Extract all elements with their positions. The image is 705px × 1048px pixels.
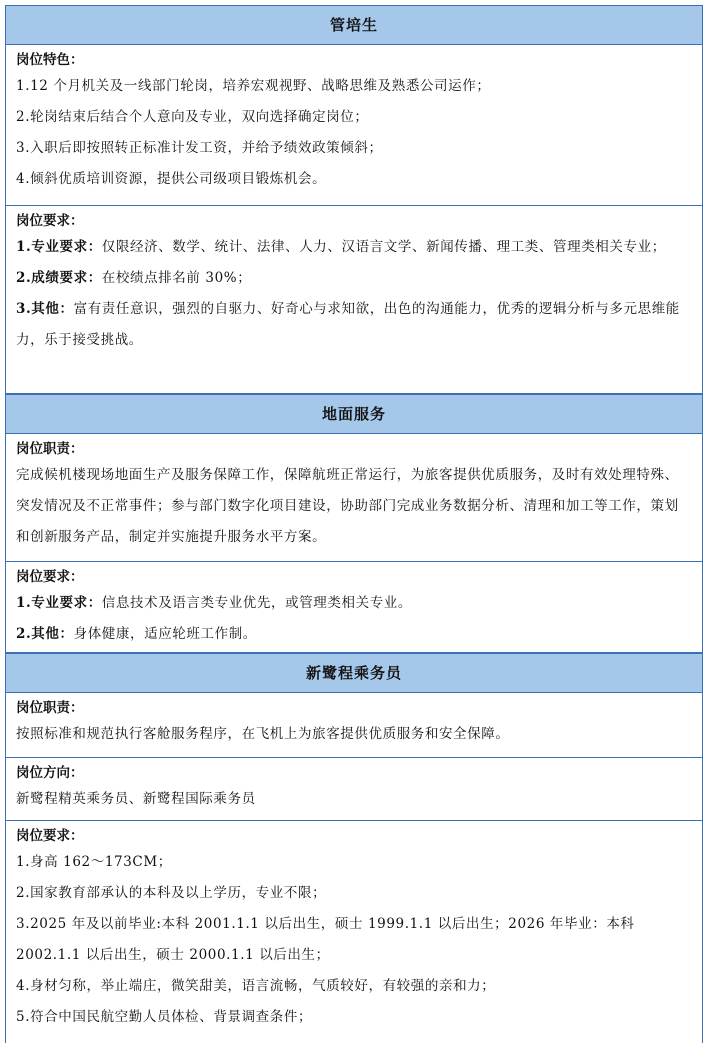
- direction-text: 新鹭程精英乘务员、新鹭程国际乘务员: [16, 791, 256, 807]
- requirement-item: [16, 619, 692, 650]
- direction-block: [6, 758, 702, 821]
- duty-label: 岗位职责：: [16, 700, 84, 716]
- requirement-key: 2.其他：: [16, 626, 74, 642]
- feature-item: 3.入职后即按照转正标准计发工资，并给予绩效政策倾斜；: [16, 140, 383, 156]
- requirements-label: 岗位要求：: [16, 213, 84, 229]
- requirement-key: 3.其他：: [16, 301, 74, 317]
- features-block: [6, 45, 702, 206]
- section-title-ground-service: 地面服务: [6, 394, 702, 434]
- requirement-item: 4.身材匀称，举止端庄，微笑甜美，语言流畅，气质较好，有较强的亲和力；: [16, 978, 496, 994]
- requirement-item: 5.符合中国民航空勤人员体检、背景调查条件；: [16, 1009, 313, 1025]
- requirement-value: 仅限经济、数学、统计、法律、人力、汉语言文学、新闻传播、理工类、管理类相关专业；: [101, 239, 666, 255]
- requirement-item: [16, 588, 692, 619]
- requirement-key: 1.专业要求：: [16, 239, 102, 255]
- features-label: 岗位特色：: [16, 52, 84, 68]
- requirement-key: 1.专业要求：: [16, 595, 102, 611]
- requirement-value: 在校绩点排名前 30%；: [101, 270, 252, 286]
- requirement-value: 信息技术及语言类专业优先，或管理类相关专业。: [101, 595, 412, 611]
- section-title-flight-attendant: 新鹭程乘务员: [6, 653, 702, 693]
- requirements-block: [6, 562, 702, 653]
- requirements-block: [6, 821, 702, 1043]
- direction-label: 岗位方向：: [16, 765, 84, 781]
- feature-item: 2.轮岗结束后结合个人意向及专业，双向选择确定岗位；: [16, 109, 369, 125]
- requirement-item: 3.2025 年及以前毕业:本科 2001.1.1 以后出生，硕士 1999.1.1 以后出生；2026 年毕业：本科 2002.1.1 以后出生，硕士 2000.1.1 以后出生；: [16, 916, 635, 963]
- requirements-block: [6, 206, 702, 394]
- requirements-label: 岗位要求：: [16, 828, 84, 844]
- requirements-label: 岗位要求：: [16, 569, 84, 585]
- duty-text: 按照标准和规范执行客舱服务程序，在飞机上为旅客提供优质服务和安全保障。: [16, 726, 510, 742]
- feature-item: 1.12 个月机关及一线部门轮岗，培养宏观视野、战略思维及熟悉公司运作；: [16, 78, 491, 94]
- section-title-management-trainee: 管培生: [6, 5, 702, 45]
- duty-block: [6, 693, 702, 758]
- requirement-item: 2.国家教育部承认的本科及以上学历，专业不限；: [16, 885, 327, 901]
- duty-label: 岗位职责：: [16, 441, 84, 457]
- requirement-item: [16, 294, 692, 356]
- requirement-item: [16, 232, 692, 263]
- duty-text: 完成候机楼现场地面生产及服务保障工作，保障航班正常运行，为旅客提供优质服务，及时有效处理特殊、突发情况及不正常事件；参与部门数字化项目建设，协助部门完成业务数据分析、清理和加工等工作，策划和创新服务产品，制定并实施提升服务水平方案。: [16, 467, 679, 545]
- requirement-value: 富有责任意识，强烈的自驱力、好奇心与求知欲，出色的沟通能力，优秀的逻辑分析与多元思维能力，乐于接受挑战。: [16, 301, 680, 348]
- requirement-key: 2.成绩要求：: [16, 270, 102, 286]
- requirement-value: 身体健康，适应轮班工作制。: [73, 626, 257, 642]
- feature-item: 4.倾斜优质培训资源，提供公司级项目锻炼机会。: [16, 171, 327, 187]
- job-table: [5, 5, 703, 1043]
- requirement-item: [16, 263, 692, 294]
- duty-block: [6, 434, 702, 562]
- requirement-item: 1.身高 162～173CM；: [16, 854, 172, 870]
